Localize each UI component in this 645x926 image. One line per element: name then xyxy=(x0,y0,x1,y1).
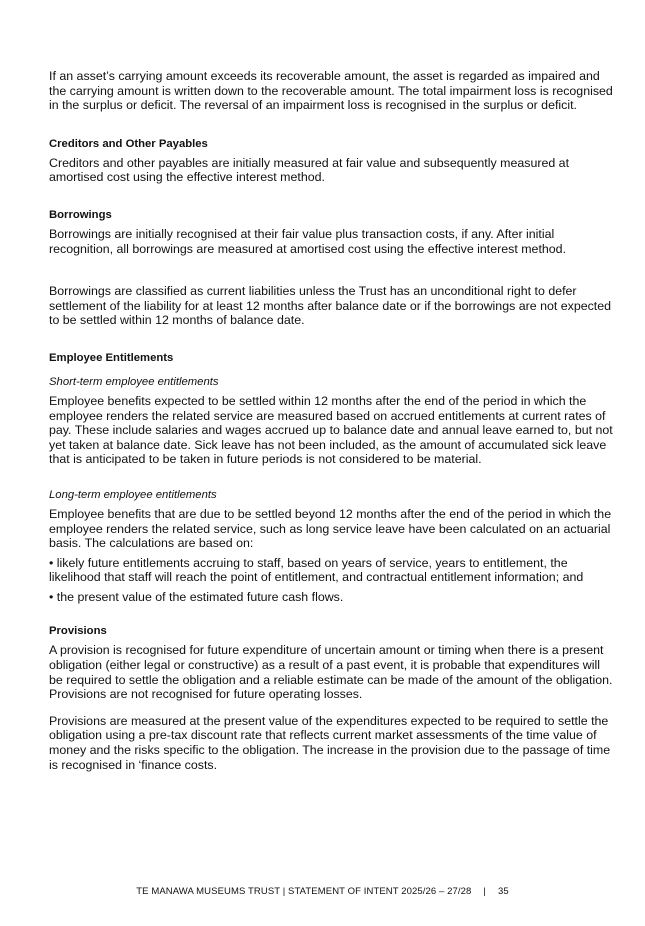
employee-entitlements-heading: Employee Entitlements xyxy=(49,351,174,364)
long-term-bullet-2: • the present value of the estimated future cash flows. xyxy=(49,589,344,604)
document-page xyxy=(49,69,615,772)
provisions-heading: Provisions xyxy=(49,625,107,638)
long-term-bullet-1: • likely future entitlements accruing to staff, based on years of service, years to entitlement, the likelihood that staff will reach the point of entitlement, and contractual entitlement information; and xyxy=(49,555,584,585)
impairment-paragraph: If an asset’s carrying amount exceeds its recoverable amount, the asset is regarded as impaired and the carrying amount is written down to the recoverable amount. The total impairment loss is recognised in the surplus or deficit. The reversal of an impairment loss is recognised in the surplus or deficit. xyxy=(49,69,613,113)
long-term-subheading: Long-term employee entitlements xyxy=(49,488,217,501)
creditors-paragraph: Creditors and other payables are initially measured at fair value and subsequently measured at amortised cost using the effective interest method. xyxy=(49,155,570,185)
borrowings-heading: Borrowings xyxy=(49,208,112,221)
footer-separator: | xyxy=(483,886,486,897)
footer-title: TE MANAWA MUSEUMS TRUST | STATEMENT OF INTENT 2025/26 – 27/28 xyxy=(136,886,472,897)
page-number: 35 xyxy=(497,886,509,897)
borrowings-paragraph-2: Borrowings are classified as current liabilities unless the Trust has an unconditional right to defer settlement of the liability for at least 12 months after balance date or if the borrowings are not expected to be settled within 12 months of balance date. xyxy=(49,284,612,328)
short-term-paragraph: Employee benefits expected to be settled within 12 months after the end of the period in which the employee renders the related service are measured based on accrued entitlements at current rates of pay. These include salaries and wages accrued up to balance date and annual leave earned to, but not yet taken at balance date. Sick leave has not been included, as the amount of accumulated sick leave that is anticipated to be taken in future periods is not considered to be material. xyxy=(49,393,613,467)
borrowings-paragraph-1: Borrowings are initially recognised at their fair value plus transaction costs, if any. After initial recognition, all borrowings are measured at amortised cost using the effective interest method. xyxy=(49,226,567,256)
short-term-subheading: Short-term employee entitlements xyxy=(49,375,219,388)
page-footer xyxy=(0,886,645,897)
creditors-heading: Creditors and Other Payables xyxy=(49,137,208,150)
provisions-paragraph-1: A provision is recognised for future expenditure of uncertain amount or timing when there is a present obligation (either legal or constructive) as a result of a past event, it is probable that expenditures will be required to settle the obligation and a reliable estimate can be made of the amount of the obligation. Provisions are not recognised for future operating losses. xyxy=(49,643,613,702)
long-term-paragraph: Employee benefits that are due to be settled beyond 12 months after the end of the period in which the employee renders the related service, such as long service leave have been calculated on an actuarial basis. The calculations are based on: xyxy=(49,506,612,551)
provisions-paragraph-2: Provisions are measured at the present value of the expenditures expected to be required to settle the obligation using a pre-tax discount rate that reflects current market assessments of the time value of money and the risks specific to the obligation. The increase in the provision due to the passage of time is recognised in ‘finance costs. xyxy=(49,713,611,772)
